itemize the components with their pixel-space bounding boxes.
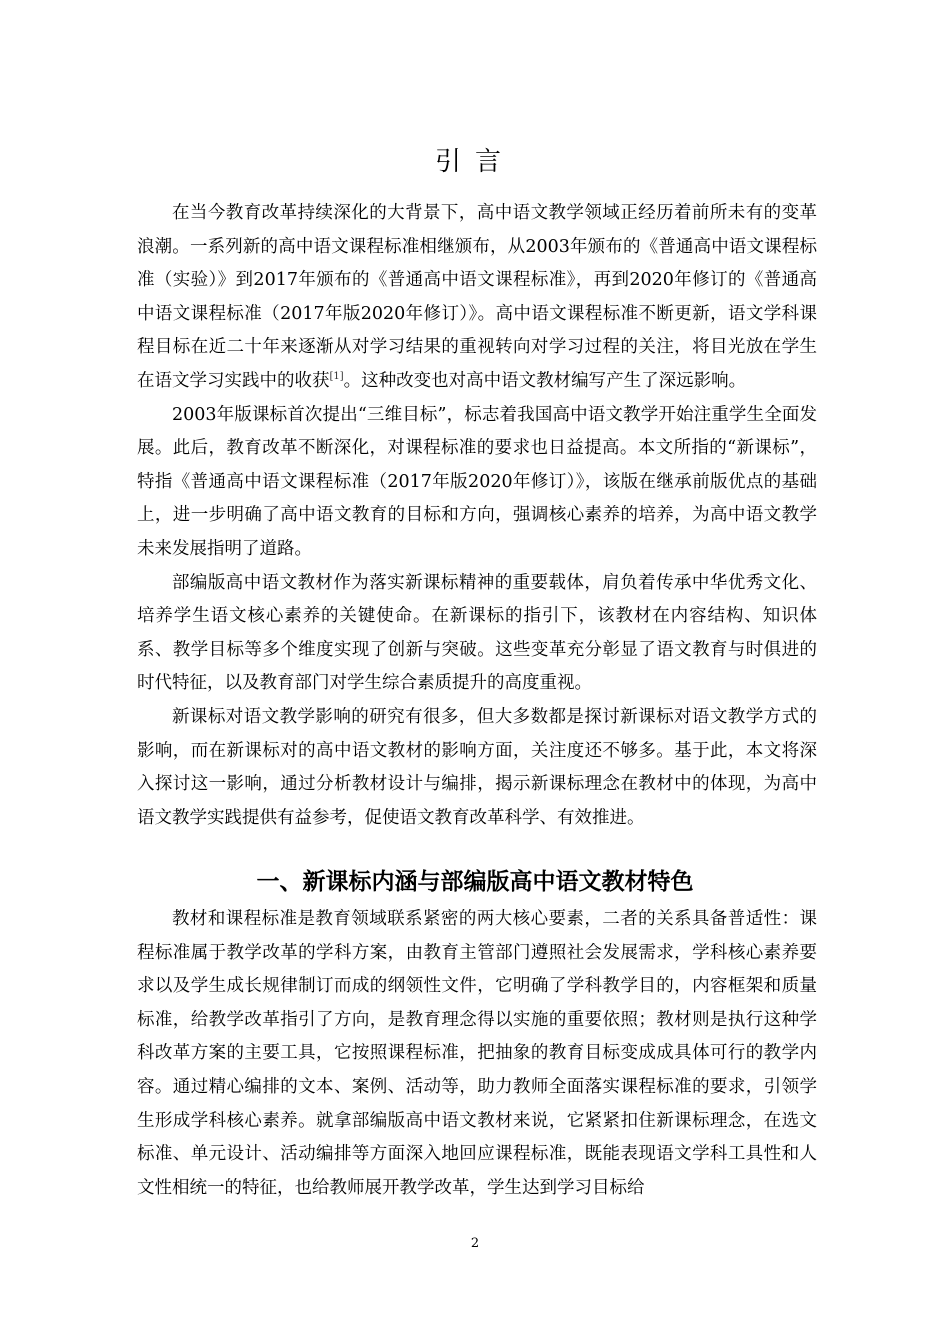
intro-paragraph-1 xyxy=(137,197,817,399)
section-1-body xyxy=(137,903,817,1205)
section-heading: 一、新课标内涵与部编版高中语文教材特色 xyxy=(256,869,694,895)
intro-paragraph-4: 新课标对语文教学影响的研究有很多，但大多数都是探讨新课标对语文教学方式的影响，而在新课标对的高中语文教材的影响方面，关注度还不够多。基于此，本文将深入探讨这一影响，通过分析教材设计与编排，揭示新课标理念在教材中的体现，为高中语文教学实践提供有益参考，促使语文教育改革科学、有效推进。 xyxy=(137,706,817,828)
intro-paragraph-1-text: 在当今教育改革持续深化的大背景下，高中语文教学领域正经历着前所未有的变革浪潮。一系列新的高中语文课程标准相继颁布，从2003年颁布的《普通高中语文课程标准（实验）》到2017年颁布的《普通高中语文课程标准》，再到2020年修订的《普通高中语文课程标准（2017年版2020年修订）》。高中语文课程标准不断更新，语文学科课程目标在近二十年来逐渐从对学习结果的重视转向对学习过程的关注，将目光放在学生在语文学习实践中的收获 xyxy=(137,203,817,391)
page-number: 2 xyxy=(470,1236,480,1251)
citation-ref: [1] xyxy=(329,370,344,382)
intro-paragraph-2: 2003年版课标首次提出“三维目标”，标志着我国高中语文教学开始注重学生全面发展。此后，教育改革不断深化，对课程标准的要求也日益提高。本文所指的“新课标”，特指《普通高中语文课程标准（2017年版2020年修订）》，该版在继承前版优点的基础上，进一步明确了高中语文教育的目标和方向，强调核心素养的培养，为高中语文教学未来发展指明了道路。 xyxy=(137,404,817,559)
introduction-body xyxy=(137,197,817,835)
intro-paragraph-3: 部编版高中语文教材作为落实新课标精神的重要载体，肩负着传承中华优秀文化、培养学生语文核心素养的关键使命。在新课标的指引下，该教材在内容结构、知识体系、教学目标等多个维度实现了创新与突破。这些变革充分彰显了语文教育与时俱进的时代特征，以及教育部门对学生综合素质提升的高度重视。 xyxy=(137,572,817,694)
page-title: 引言 xyxy=(434,147,515,177)
intro-paragraph-1-tail: 。这种改变也对高中语文教材编写产生了深远影响。 xyxy=(343,370,747,391)
section-1-paragraph-1: 教材和课程标准是教育领域联系紧密的两大核心要素，二者的关系具备普适性：课程标准属于教学改革的学科方案，由教育主管部门遵照社会发展需求，学科核心素养要求以及学生成长规律制订而成的纲领性文件，它明确了学科教学目的，内容框架和质量标准，给教学改革指引了方向，是教育理念得以实施的重要依照；教材则是执行这种学科改革方案的主要工具，它按照课程标准，把抽象的教育目标变成成具体可行的教学内容。通过精心编排的文本、案例、活动等，助力教师全面落实课程标准的要求，引领学生形成学科核心素养。就拿部编版高中语文教材来说，它紧紧扣住新课标理念，在选文标准、单元设计、活动编排等方面深入地回应课程标准，既能表现语文学科工具性和人文性相统一的特征，也给教师展开教学改革，学生达到学习目标给 xyxy=(137,909,817,1198)
